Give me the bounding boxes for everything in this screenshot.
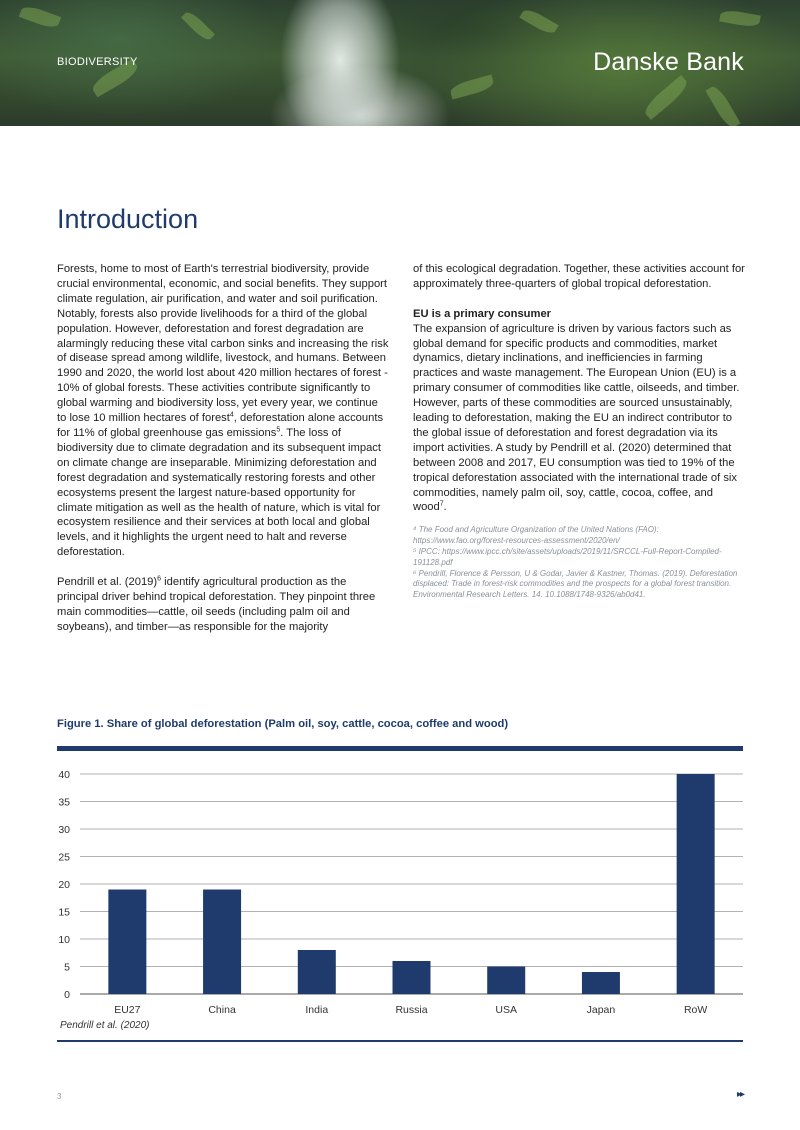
x-tick-label-row: RoW [683,1004,708,1016]
bar-russia [393,961,431,994]
footnote-5: ⁵ IPCC: https://www.ipcc.ch/site/assets/uploads/2019/11/SRCCL-Full-Report-Compiled-191128.pdf [413,546,722,567]
x-tick-label-japan: Japan [586,1004,616,1016]
x-tick-label-india: India [305,1004,329,1016]
y-tick-label-5: 5 [64,961,70,974]
section-heading: EU is a primary consumer [413,307,552,320]
right-column [413,262,746,601]
bar-row [677,774,715,994]
y-tick-label-0: 0 [64,989,70,1001]
figure-source: Pendrill et al. (2020) [60,1020,150,1031]
footnote-ref-6[interactable]: 6 [157,575,162,583]
eu-paragraph: The expansion of agriculture is driven by various factors such as global demand for specific products and commodities, market dynamics, dietary inclinations, and inefficiencies in farming practices and waste management. The European Union (EU) is a primary consumer of commodities like cattle, oilseeds, and timber. However, parts of these commodities are sourced unsustainably, leading to deforestation, making the EU an indirect contributor to the global issue of deforestation and forest degradation via its import activities. A study by Pendrill et al. (2020) determined that between 2008 and 2017, EU consumption was tied to 19% of the tropical deforestation associated with the international trade of six commodities, namely palm oil, soy, cattle, cocoa, coffee, and wood$^7$. [413,322,740,514]
x-tick-label-usa: USA [495,1004,518,1016]
footnote-4: ⁴ The Food and Agriculture Organization of the United Nations (FAO): https://www.fao.org/forest-resources-assessment/2020/en/ [413,525,659,546]
page-number: 3 [57,1092,62,1101]
next-page-arrow-icon[interactable]: ▸▸ [736,1089,743,1100]
bar-usa [487,967,525,995]
footnote-ref-7[interactable]: 7 [439,500,444,508]
y-tick-label-20: 20 [58,879,70,891]
footnote-ref-4[interactable]: 4 [229,411,234,419]
bar-japan [582,972,620,994]
figure-top-rule [57,746,743,751]
x-tick-label-china: China [208,1004,236,1016]
y-tick-label-10: 10 [58,934,70,946]
drivers-paragraph: Pendrill et al. $(2019)^6$ identify agricultural production as the principal driver behind tropical deforestation. They pinpoint three main commodities—cattle, oil seeds (including palm oil and soybeans), and timber—as responsible for the majority [57,575,376,633]
section-label: BIODIVERSITY [57,56,138,68]
bar-eu27 [108,890,146,995]
y-tick-label-25: 25 [58,851,70,864]
bar-india [298,950,336,994]
intro-paragraph: Forests, home to most of Earth's terrestrial biodiversity, provide crucial environmental, economic, and social benefits. They support climate regulation, air purification, and water and soil purification. Notably, forests also provide livelihoods for a third of the global population. However, deforestation and forest degradation are alarmingly reducing these vital carbon sinks and increasing the risk of disease spread among wildlife, livestock, and humans. Between 1990 and 2020, the world lost about 420 million hectares of forest - 10% of global forests. These activities contribute significantly to global warming and biodiversity loss, yet every year, we continue to lose 10 million hectares of forest$^4$, deforestation alone accounts for 11% of global greenhouse gas emissions$^5$. The loss of biodiversity due to climate degradation and its subsequent impact on climate change are inseparable. Minimizing deforestation and forest degradation and systematically restoring forests and other ecosystems present the largest nature-based opportunity for climate mitigation as well as the health of nature, which is vital for ecosystem resilience and their services at both local and global levels, and it highlights the urgent need to halt and reverse deforestation. [57,263,389,559]
figure-title: Figure 1. Share of global deforestation (Palm oil, soy, cattle, cocoa, coffee and wood) [57,718,509,730]
y-tick-label-15: 15 [58,906,70,919]
x-tick-label-russia: Russia [395,1004,428,1016]
left-column [57,262,389,650]
deforestation-bar-chart [40,760,750,1020]
y-tick-label-35: 35 [58,796,70,809]
footnote-6: ⁶ Pendrill, Florence & Persson, U & Godar, Javier & Kastner, Thomas. (2019). Deforestation displaced: Trade in forest-risk commodities and the prospects for a global forest transition. Environmental Research Letters. 14. 10.1088/1748-9326/ab0d41. [413,568,738,600]
continuation-paragraph: of this ecological degradation. Together, these activities account for approximately three-quarters of global tropical deforestation. [413,263,745,290]
header-banner [0,0,800,126]
y-tick-label-30: 30 [58,824,70,836]
x-tick-label-eu27: EU27 [114,1004,141,1016]
footnote-ref-5[interactable]: 5 [276,426,281,434]
bar-china [203,890,241,995]
figure-bottom-rule [57,1040,743,1042]
danske-bank-logo[interactable]: Danske Bank [593,48,744,76]
y-tick-label-40: 40 [58,769,70,781]
footnotes [413,525,746,601]
page-title: Introduction [57,204,199,234]
